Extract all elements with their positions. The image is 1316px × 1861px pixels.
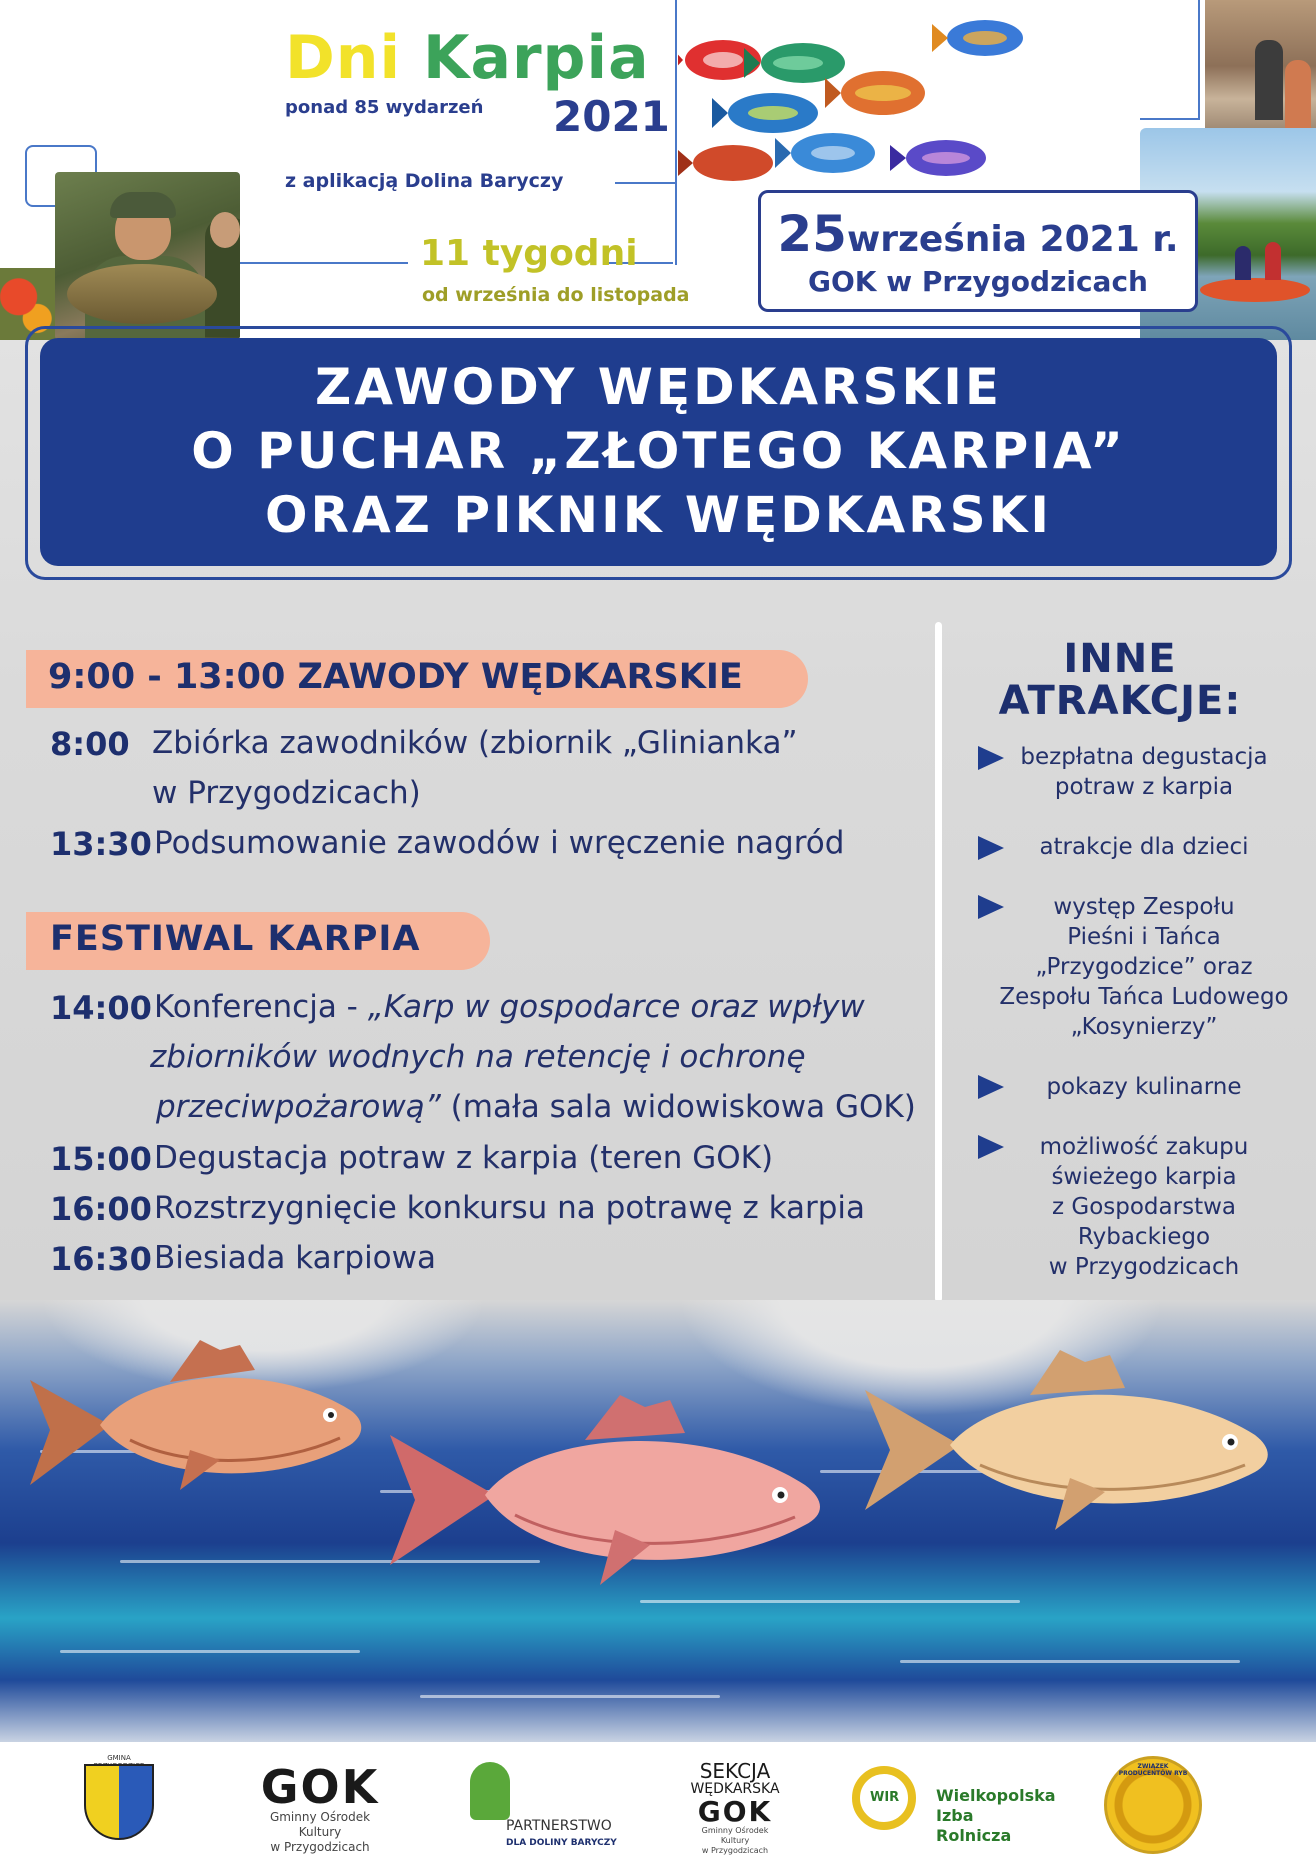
sekcja-wedkarska-logo: SEKCJA WĘDKARSKA GOK Gminny Ośrodek Kultury w Przygodzicach xyxy=(690,1759,780,1855)
gok-logo: GOK Gminny Ośrodek Kultury w Przygodzicach xyxy=(260,1760,380,1854)
section-heading-festival: FESTIWAL KARPIA xyxy=(50,919,421,959)
divider-line xyxy=(1198,0,1200,120)
sidebar-item-purchase: możliwość zakupu świeżego karpia z Gospodarstwa Rybackiego w Przygodzicach xyxy=(1039,1134,1249,1280)
schedule-text: Biesiada karpiowa xyxy=(154,1240,436,1276)
sidebar-title-line1: INNE xyxy=(1063,636,1177,682)
schedule-text: Zbiórka zawodników (zbiornik „Glinianka” xyxy=(152,725,798,761)
schedule-text: Podsumowanie zawodów i wręczenie nagród xyxy=(154,825,845,861)
sidebar-item-performance: występ Zespołu Pieśni i Tańca „Przygodzice” oraz Zespołu Tańca Ludowego „Kosynierzy” xyxy=(999,894,1289,1040)
logo-word-dni: Dni xyxy=(285,23,402,93)
sidebar-item-cooking: pokazy kulinarne xyxy=(1046,1074,1242,1100)
schedule-text: Konferencja - „Karp w gospodarce oraz wpływ xyxy=(154,989,865,1025)
title-banner xyxy=(40,338,1277,566)
event-date xyxy=(761,205,1195,263)
schedule-time: 16:00 xyxy=(50,1190,152,1228)
carp-icon xyxy=(860,1350,1280,1540)
divider-line xyxy=(240,262,408,264)
sponsor-footer: GMINA GOK Gminny Ośrodek Kultury w Przygodzicach PARTNERSTWO DLA DOLINY BARYCZY SEKCJA WĘDKARSKA GOK Gminny Ośrodek Kultury w Przygodzicach WIR Wielkopolska Izba Rolnicza ZWIĄZEK PRODUCENTÓW RYB xyxy=(0,1742,1316,1861)
divider-line xyxy=(1140,118,1200,120)
fisherman-photo xyxy=(55,172,240,340)
event-month-year: września 2021 r. xyxy=(846,219,1179,260)
logo-title xyxy=(285,23,650,93)
schedule-text-cont: przeciwpożarową” (mała sala widowiskowa GOK) xyxy=(156,1089,916,1125)
schedule-text-cont: zbiorników wodnych na retencję i ochronę xyxy=(150,1039,806,1075)
event-date-box xyxy=(758,190,1198,312)
schedule-time: 15:00 xyxy=(50,1140,152,1178)
schedule-time: 16:30 xyxy=(50,1240,152,1278)
divider-line xyxy=(675,0,677,190)
section-heading-competition: 9:00 - 13:00 ZAWODY WĘDKARSKIE xyxy=(48,657,743,697)
column-divider xyxy=(935,622,942,1302)
banner-line-3: ORAZ PIKNIK WĘDKARSKI xyxy=(264,486,1053,544)
sidebar-title-line2: ATRAKCJE: xyxy=(998,678,1242,724)
carp-icon xyxy=(385,1395,835,1605)
app-line: z aplikacją Dolina Baryczy xyxy=(285,170,564,192)
schedule-time: 14:00 xyxy=(50,989,152,1027)
sidebar-item-kids: atrakcje dla dzieci xyxy=(1039,834,1249,860)
carp-icon xyxy=(20,1340,380,1510)
logo-word-karpia: Karpia xyxy=(422,23,650,93)
event-day: 25 xyxy=(777,205,847,263)
divider-line xyxy=(675,190,677,265)
header xyxy=(0,0,1316,340)
schedule-time: 13:30 xyxy=(50,825,152,863)
logo-subtitle: ponad 85 wydarzeń xyxy=(285,97,484,118)
schedule-text-cont: w Przygodzicach) xyxy=(152,775,421,811)
sidebar-item-tasting: bezpłatna degustacja potraw z karpia xyxy=(1020,744,1268,800)
divider-line xyxy=(615,182,675,184)
schedule-text: Degustacja potraw z karpia (teren GOK) xyxy=(154,1140,774,1176)
logo-year: 2021 xyxy=(553,92,670,141)
zwiazek-producentow-ryb-logo: ZWIĄZEK PRODUCENTÓW RYB xyxy=(1104,1756,1202,1854)
weeks-range: od września do listopada xyxy=(422,284,690,306)
weeks-count: 11 tygodni xyxy=(420,233,638,274)
schedule-text: Rozstrzygnięcie konkursu na potrawę z karpia xyxy=(154,1190,866,1226)
banner-line-1: ZAWODY WĘDKARSKIE xyxy=(314,358,1003,416)
schedule-time: 8:00 xyxy=(50,725,130,763)
painted-fish-icon xyxy=(930,10,1030,65)
gmina-crest-logo: GMINA xyxy=(84,1754,154,1842)
banner-line-2: O PUCHAR „ZŁOTEGO KARPIA” xyxy=(191,422,1126,480)
event-place: GOK w Przygodzicach xyxy=(808,265,1148,298)
wir-logo: WIR Wielkopolska Izba Rolnicza xyxy=(852,1756,1052,1846)
tree-icon xyxy=(470,1762,510,1820)
